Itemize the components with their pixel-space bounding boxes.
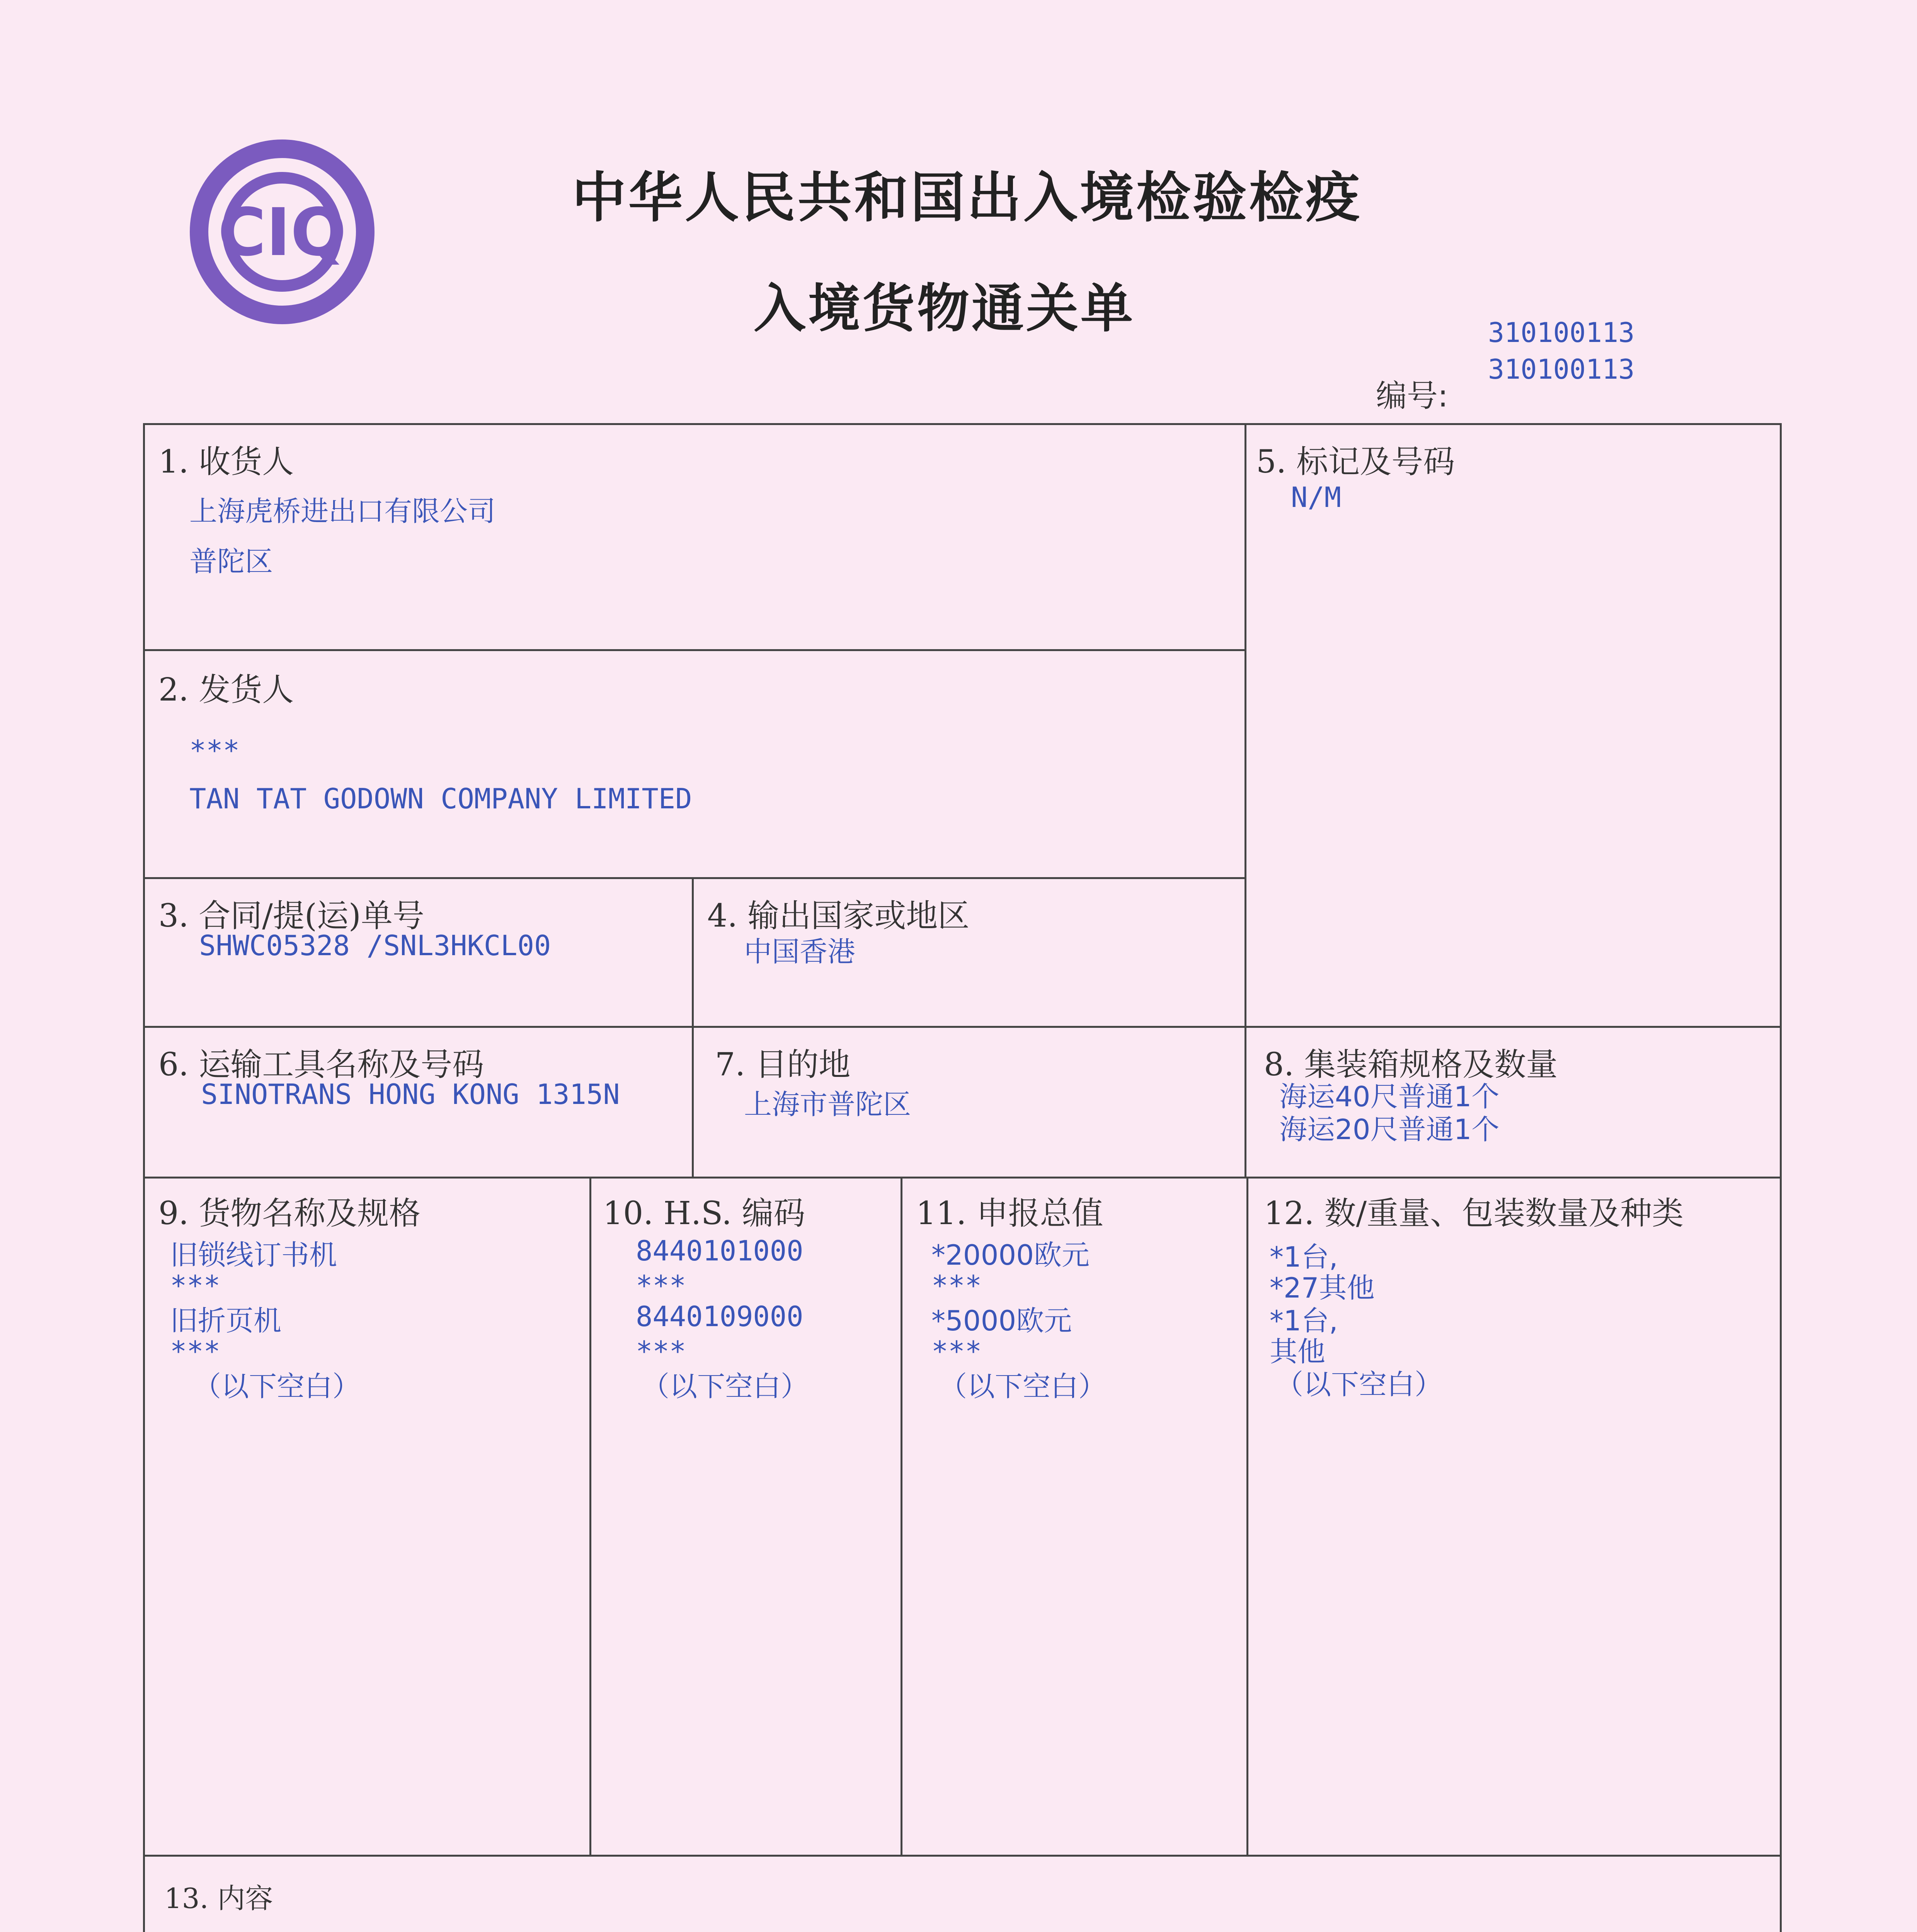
container-line-2: 海运20尺普通1个: [1279, 1113, 1500, 1146]
hs-code-2: ***: [636, 1269, 686, 1302]
quantity-5: （以下空白）: [1275, 1368, 1443, 1401]
goods-name-2: ***: [170, 1269, 221, 1302]
ciq-logo: [186, 139, 386, 325]
destination-value: 上海市普陀区: [744, 1088, 911, 1121]
consignor-label: 2. 发货人: [158, 672, 294, 708]
goods-name-3: 旧折页机: [170, 1304, 282, 1337]
goods-name-4: ***: [170, 1335, 221, 1367]
consignee-label: 1. 收货人: [158, 444, 294, 480]
marks-label: 5. 标记及号码: [1256, 444, 1455, 480]
quantity-1: *1台,: [1270, 1241, 1338, 1273]
col-goods-name-header: 9. 货物名称及规格: [158, 1195, 421, 1232]
col-hs-code-header: 10. H.S. 编码: [603, 1195, 805, 1232]
container-label: 8. 集装箱规格及数量: [1264, 1046, 1558, 1083]
consignor-name: TAN TAT GODOWN COMPANY LIMITED: [189, 782, 692, 815]
destination-label: 7. 目的地: [715, 1046, 851, 1083]
total-value-3: *5000欧元: [931, 1304, 1072, 1337]
total-value-1: *20000欧元: [931, 1239, 1090, 1271]
contract-label: 3. 合同/提(运)单号: [158, 898, 424, 934]
quantity-3: *1台,: [1270, 1304, 1338, 1337]
total-value-2: ***: [931, 1269, 982, 1302]
serial-number-1: 310100113: [1488, 317, 1635, 349]
container-line-1: 海运40尺普通1个: [1279, 1080, 1500, 1113]
total-value-5: （以下空白）: [939, 1370, 1107, 1403]
consignor-stars: ***: [189, 734, 240, 767]
document-title: 中华人民共和国出入境检验检疫: [572, 167, 1362, 230]
goods-name-1: 旧锁线订书机: [170, 1239, 337, 1271]
hs-code-3: 8440109000: [636, 1300, 804, 1333]
form-grid: [143, 423, 1782, 1932]
total-value-4: ***: [931, 1335, 982, 1367]
number-label: 编号:: [1376, 378, 1448, 414]
col-quantity-header: 12. 数/重量、包装数量及种类: [1264, 1195, 1684, 1232]
transport-label: 6. 运输工具名称及号码: [158, 1046, 484, 1083]
consignee-district: 普陀区: [189, 545, 273, 578]
origin-value: 中国香港: [744, 935, 856, 968]
quantity-2: *27其他: [1270, 1272, 1375, 1304]
hs-code-4: ***: [636, 1335, 686, 1367]
col-total-value-header: 11. 申报总值: [916, 1195, 1103, 1232]
consignee-name: 上海虎桥进出口有限公司: [189, 495, 496, 527]
contract-value: SHWC05328 /SNL3HKCL00: [199, 929, 551, 962]
logo-text: CIQ: [218, 194, 347, 271]
origin-label: 4. 输出国家或地区: [707, 898, 970, 934]
serial-number-2: 310100113: [1488, 354, 1635, 385]
hs-code-1: 8440101000: [636, 1235, 804, 1267]
marks-value: N/M: [1291, 481, 1342, 514]
quantity-4: 其他: [1270, 1335, 1326, 1368]
content-label: 13. 内容: [164, 1882, 273, 1915]
document-subtitle: 入境货物通关单: [754, 278, 1135, 339]
hs-code-5: （以下空白）: [642, 1370, 809, 1403]
transport-value: SINOTRANS HONG KONG 1315N: [201, 1078, 620, 1111]
goods-name-5: （以下空白）: [193, 1370, 361, 1403]
